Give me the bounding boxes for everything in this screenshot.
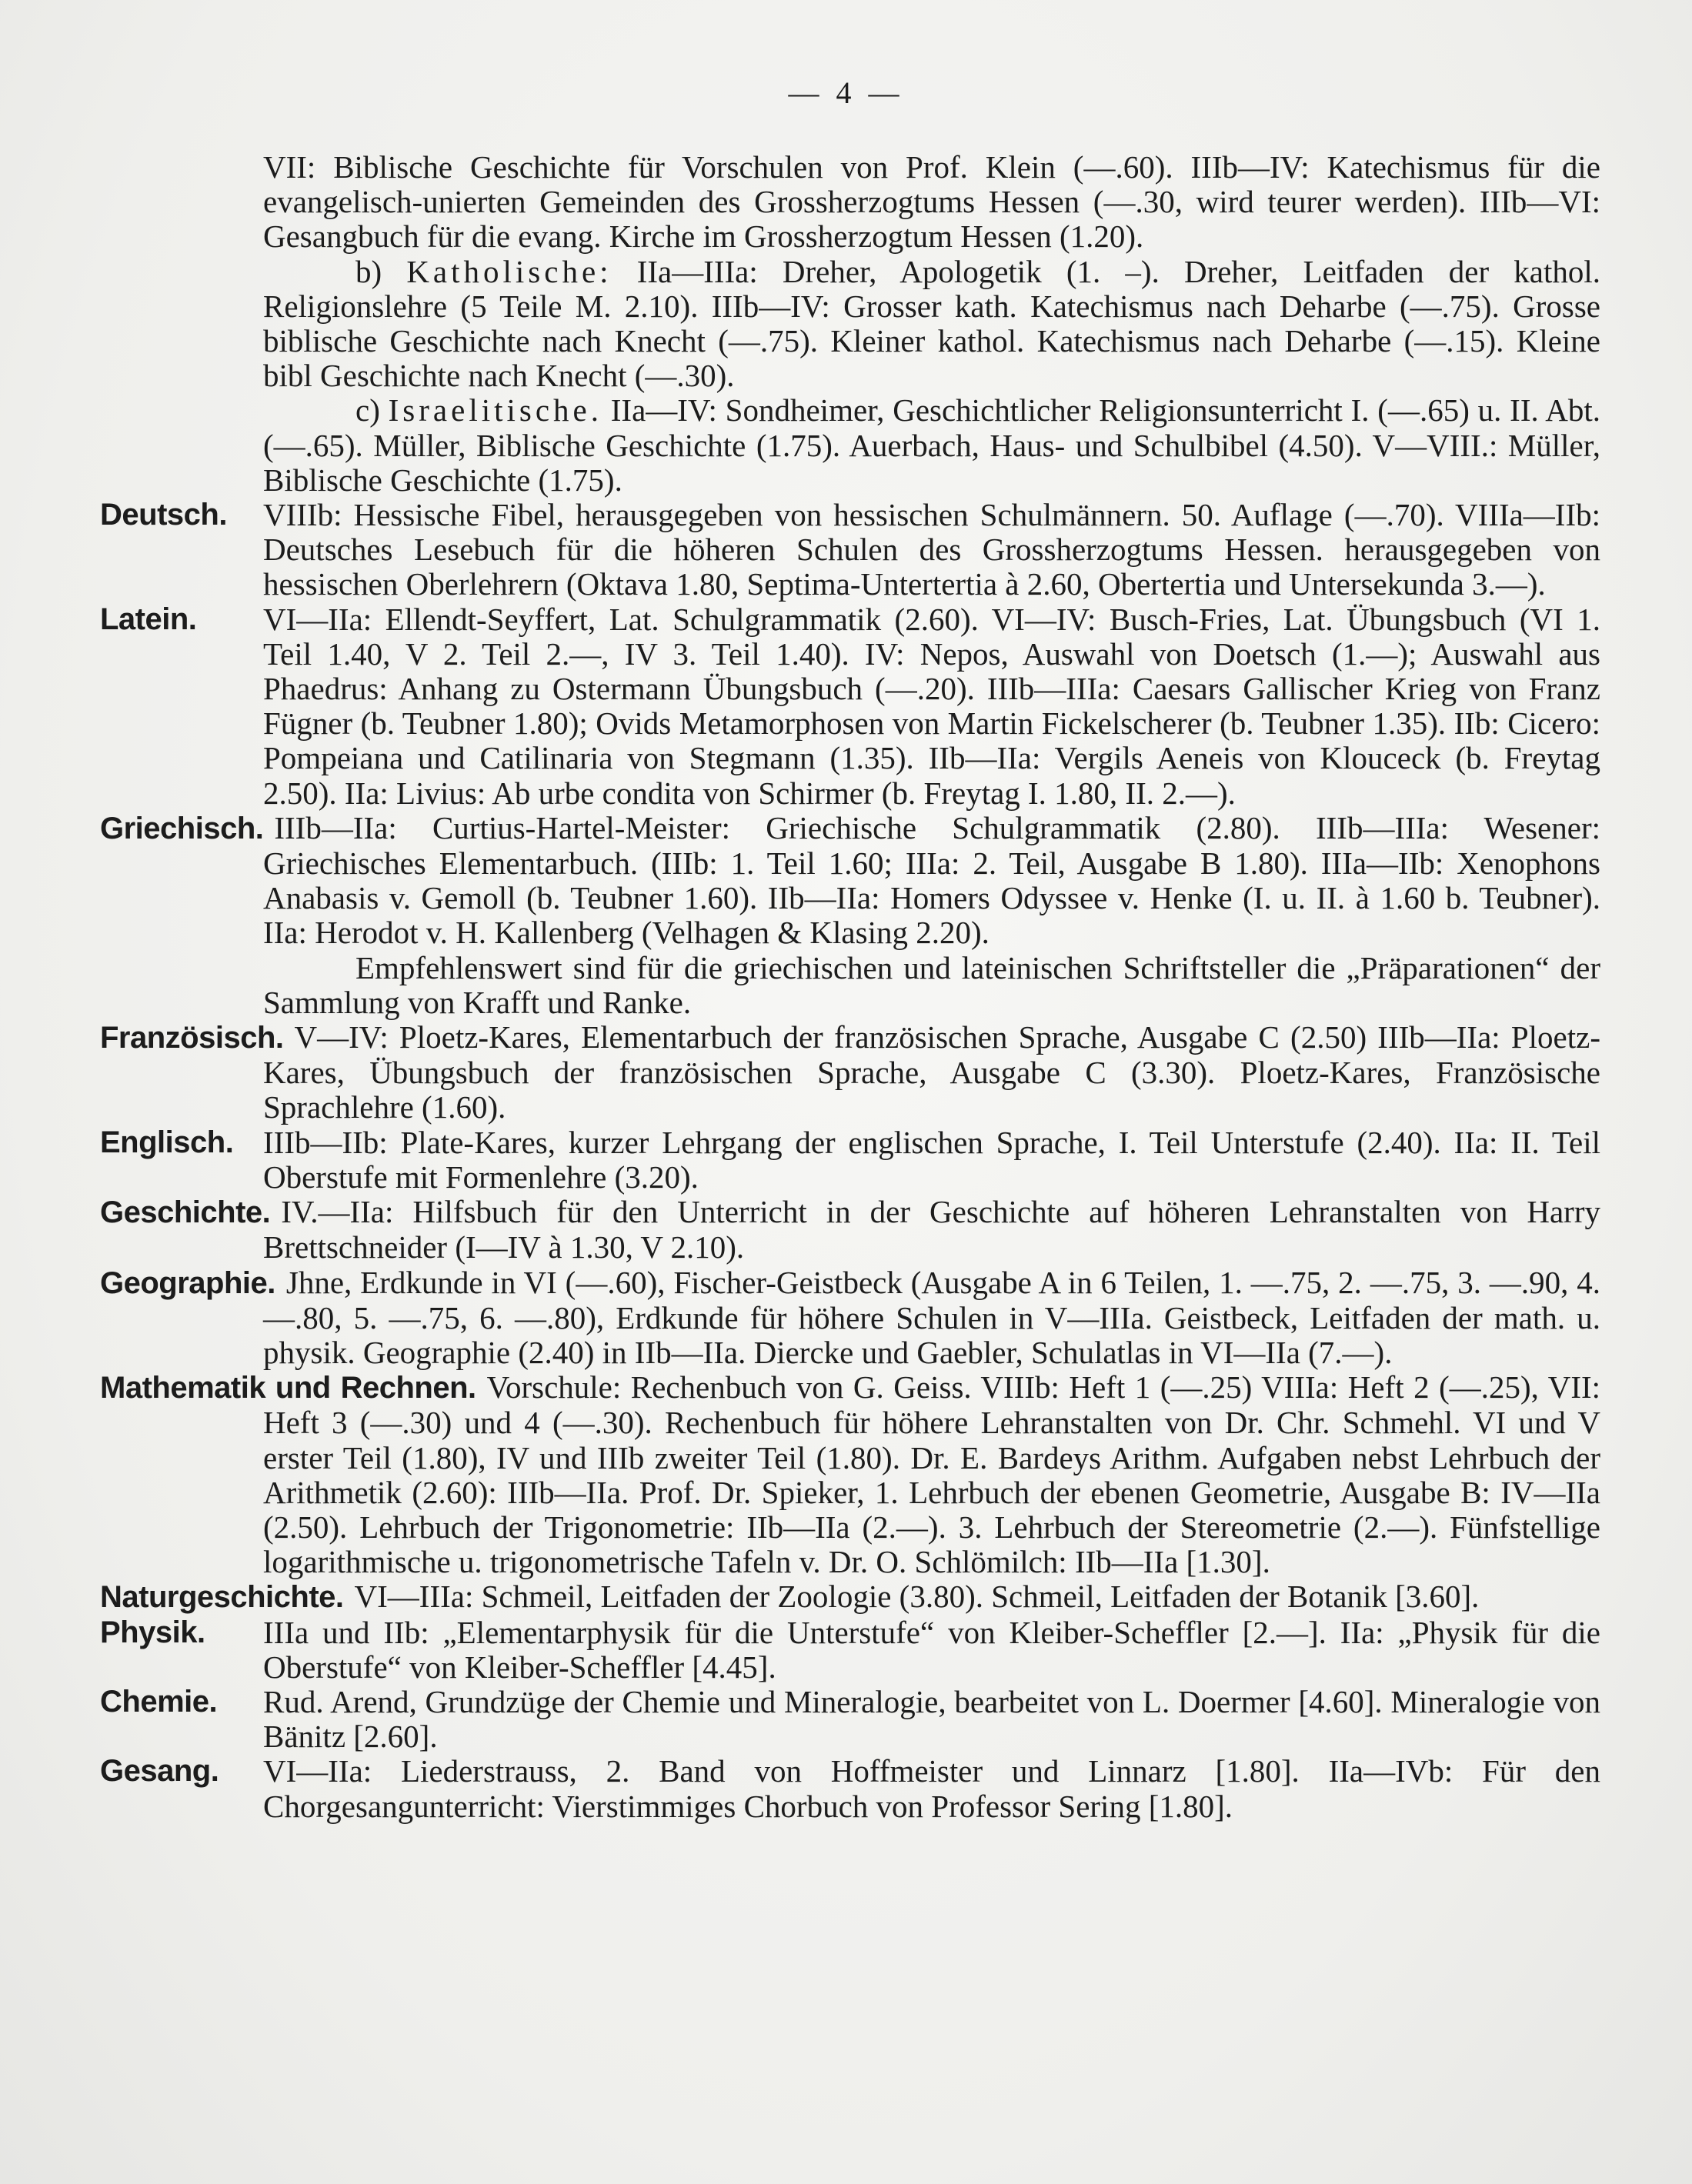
subject-physik xyxy=(100,1615,1600,1685)
subject-griechisch xyxy=(100,811,1600,951)
subject-label: Physik. xyxy=(100,1615,205,1649)
subject-label: Englisch. xyxy=(100,1125,234,1159)
subject-label: Gesang. xyxy=(100,1754,219,1789)
religion-c-label: Israelitische. xyxy=(388,392,602,428)
subject-gesang xyxy=(100,1754,1600,1823)
religion-b-text: IIa—IIIa: Dreher, Apologetik (1. –). Dreher, Leitfaden der kathol. Religionslehre (5 Teile M. 2.10). IIIb—IV: Grosser kath. Katechismus nach Deharbe (—.75). Grosse biblische Geschichte nach Knecht (—.75). Kleiner kathol. Katechismus nach Deharbe (—.15). Kleine bibl Geschichte nach Knecht (—.30). xyxy=(263,253,1600,394)
subject-text: IIIb—IIb: Plate-Kares, kurzer Lehrgang der englischen Sprache, I. Teil Unterstufe (2.40). IIa: II. Teil Oberstufe mit Formenlehre (3.20). xyxy=(263,1124,1600,1195)
religion-vii-text: VII: Biblische Geschichte für Vorschulen von Prof. Klein (—.60). IIIb—IV: Katechismus für die evangelisch-unierten Gemeinden des Grossherzogtums Hessen (—.30, wird teurer werden). IIIb—VI: Gesangbuch für die evang. Kirche im Grossherzogtum Hessen (1.20). xyxy=(263,149,1600,255)
page-content xyxy=(100,150,1600,1824)
subject-latein xyxy=(100,602,1600,811)
subject-franzoesisch xyxy=(100,1020,1600,1125)
subject-label: Griechisch. xyxy=(100,811,264,845)
subject-label: Latein. xyxy=(100,602,197,636)
subject-note: Empfehlenswert sind für die griechischen und lateinischen Schriftsteller die „Präparationen“ der Sammlung von Krafft und Ranke. xyxy=(263,949,1600,1020)
subject-label: Geographie. xyxy=(100,1265,275,1300)
subject-text: VI—IIa: Ellendt-Seyffert, Lat. Schulgrammatik (2.60). VI—IV: Busch-Fries, Lat. Übungsbuch (VI 1. Teil 1.40, V 2. Teil 2.—, IV 3. Teil 1.40). IV: Nepos, Auswahl von Doetsch (1.—); Auswahl aus Phaedrus: Anhang zu Ostermann Übungsbuch (—.20). IIIb—IIIa: Caesars Gallischer Krieg von Franz Fügner (b. Teubner 1.80); Ovids Metamorphosen von Martin Fickelscherer (b. Teubner 1.35). IIb: Cicero: Pompeiana und Catilinaria von Stegmann (1.35). IIb—IIa: Vergils Aeneis von Klouceck (b. Freytag 2.50). IIa: Livius: Ab urbe condita von Schirmer (b. Freytag I. 1.80, II. 2.—). xyxy=(263,601,1600,811)
subject-text: V—IV: Ploetz-Kares, Elementarbuch der französischen Sprache, Ausgabe C (2.50) IIIb—IIa: Ploetz-Kares, Übungsbuch der französischen Sprache, Ausgabe C (3.30). Ploetz-Kares, Französische Sprachlehre (1.60). xyxy=(263,1019,1600,1125)
religion-evangelisch-continued xyxy=(100,150,1600,255)
subject-deutsch xyxy=(100,498,1600,602)
subject-englisch xyxy=(100,1125,1600,1195)
subject-mathematik xyxy=(100,1370,1600,1579)
subject-text: Vorschule: Rechenbuch von G. Geiss. VIIIb: Heft 1 (—.25) VIIIa: Heft 2 (—.25), VII: Heft 3 (—.30) und 4 (—.30). Rechenbuch für höhere Lehranstalten von Dr. Chr. Schmehl. VI und V erster Teil (1.80), IV und IIIb zweiter Teil (1.80). Dr. E. Bardeys Arithm. Aufgaben nebst Lehrbuch der Arithmetik (2.60): IIIb—IIa. Prof. Dr. Spieker, 1. Lehrbuch der ebenen Geometrie, Ausgabe B: IV—IIa (2.50). Lehrbuch der Trigonometrie: IIb—IIa (2.—). 3. Lehrbuch der Stereometrie (2.—). Fünfstellige logarithmische u. trigonometrische Tafeln v. Dr. O. Schlömilch: IIb—IIa [1.30]. xyxy=(263,1369,1601,1580)
subject-text: IIIb—IIa: Curtius-Hartel-Meister: Griechische Schulgrammatik (2.80). IIIb—IIIa: Wesener: Griechisches Elementarbuch. (IIIb: 1. Teil 1.60; IIIa: 2. Teil, Ausgabe B 1.80). IIIa—IIb: Xenophons Anabasis v. Gemoll (b. Teubner 1.60). IIb—IIa: Homers Odyssee v. Henke (I. u. II. à 1.60 b. Teubner). IIa: Herodot v. H. Kallenberg (Velhagen & Klasing 2.20). xyxy=(263,809,1600,951)
religion-israelitisch xyxy=(100,393,1600,498)
religion-b-prefix: b) xyxy=(355,253,382,289)
subject-text: IIIa und IIb: „Elementarphysik für die Unterstufe“ von Kleiber-Scheffler [2.—]. IIa: „Physik für die Oberstufe“ von Kleiber-Scheffler [4.45]. xyxy=(263,1614,1600,1685)
subject-label: Deutsch. xyxy=(100,498,227,532)
subject-label: Geschichte. xyxy=(100,1195,271,1230)
religion-c-text: IIa—IV: Sondheimer, Geschichtlicher Religionsunterricht I. (—.65) u. II. Abt. (—.65). Müller, Biblische Geschichte (1.75). Auerbach, Haus- und Schulbibel (4.50). V—VIII.: Müller, Biblische Geschichte (1.75). xyxy=(263,392,1601,498)
subject-geographie xyxy=(100,1265,1600,1371)
religion-c-prefix: c) xyxy=(355,392,380,428)
subject-chemie xyxy=(100,1685,1600,1754)
subject-text: VIIIb: Hessische Fibel, herausgegeben von hessischen Schulmännern. 50. Auflage (—.70). VIIIa—IIb: Deutsches Lesebuch für die höheren Schulen des Grossherzogtums Hessen. herausgegeben von hessischen Oberlehrern (Oktava 1.80, Septima-Untertertia à 2.60, Obertertia und Untersekunda 3.—). xyxy=(263,497,1600,602)
subject-geschichte xyxy=(100,1195,1600,1265)
subject-text: VI—IIIa: Schmeil, Leitfaden der Zoologie (3.80). Schmeil, Leitfaden der Botanik [3.60]. xyxy=(354,1579,1480,1615)
subject-label: Naturgeschichte. xyxy=(100,1580,344,1615)
subject-text: Jhne, Erdkunde in VI (—.60), Fischer-Geistbeck (Ausgabe A in 6 Teilen, 1. —.75, 2. —.75, 3. —.90, 4. —.80, 5. —.75, 6. —.80), Erdkunde für höhere Schulen in V—IIIa. Geistbeck, Leitfaden der math. u. physik. Geographie (2.40) in IIb—IIa. Diercke und Gaebler, Schulatlas in VI—IIa (7.—). xyxy=(263,1264,1600,1370)
subject-label: Mathematik und Rechnen. xyxy=(100,1371,476,1405)
subject-text: IV.—IIa: Hilfsbuch für den Unterricht in der Geschichte auf höheren Lehranstalten von Harry Brettschneider (I—IV à 1.30, V 2.10). xyxy=(263,1194,1600,1265)
subject-naturgeschichte xyxy=(100,1579,1600,1615)
subject-text: Rud. Arend, Grundzüge der Chemie und Mineralogie, bearbeitet von L. Doermer [4.60]. Mineralogie von Bänitz [2.60]. xyxy=(263,1683,1600,1755)
page-number: — 4 — xyxy=(788,75,904,110)
subject-text: VI—IIa: Liederstrauss, 2. Band von Hoffmeister und Linnarz [1.80]. IIa—IVb: Für den Chorgesangunterricht: Vierstimmiges Chorbuch von Professor Sering [1.80]. xyxy=(263,1753,1600,1824)
religion-katholisch xyxy=(100,255,1600,394)
griechisch-note xyxy=(100,951,1600,1020)
subject-label: Französisch. xyxy=(100,1021,284,1055)
subject-label: Chemie. xyxy=(100,1684,218,1719)
religion-b-label: Katholische: xyxy=(406,253,612,289)
